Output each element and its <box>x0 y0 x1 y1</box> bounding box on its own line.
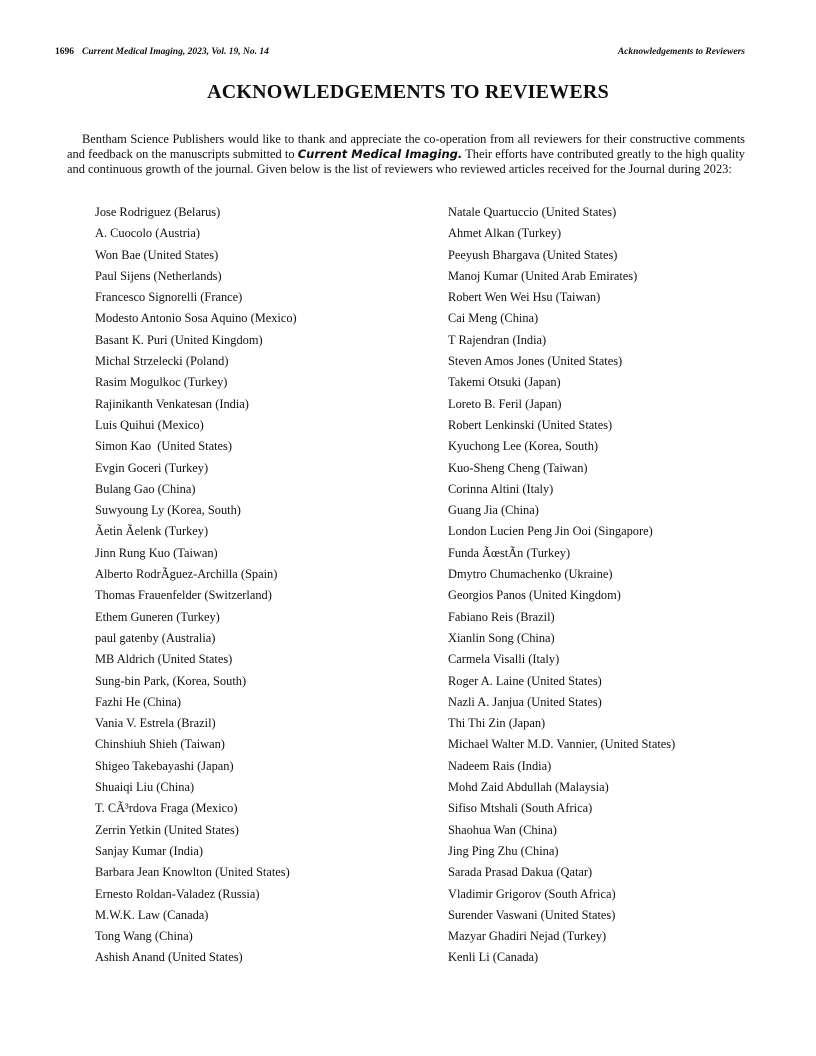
reviewer-entry: Kenli Li (Canada) <box>448 950 539 965</box>
reviewer-entry: Shaohua Wan (China) <box>448 822 557 837</box>
reviewer-entry: Funda ÃœstÃn (Turkey) <box>448 545 571 560</box>
reviewer-entry: Ãetin Ãelenk (Turkey) <box>95 524 209 539</box>
reviewer-entry: Georgios Panos (United Kingdom) <box>448 588 621 603</box>
reviewer-entry: Nazli A. Janjua (United States) <box>448 694 602 709</box>
reviewer-entry: Dmytro Chumachenko (Ukraine) <box>448 567 613 582</box>
reviewer-entry: A. Cuocolo (Austria) <box>95 226 200 241</box>
reviewer-entry: Surender Vaswani (United States) <box>448 907 616 922</box>
header-left <box>55 47 269 57</box>
running-header <box>55 47 745 57</box>
reviewer-entry: Bulang Gao (China) <box>95 481 196 496</box>
reviewer-entry: Ernesto Roldan-Valadez (Russia) <box>95 886 260 901</box>
reviewer-entry: Francesco Signorelli (France) <box>95 290 243 305</box>
reviewer-entry: paul gatenby (Australia) <box>95 630 216 645</box>
reviewer-entry: Loreto B. Feril (Japan) <box>448 396 562 411</box>
reviewer-entry: Jinn Rung Kuo (Taiwan) <box>95 545 218 560</box>
reviewer-entry: Zerrin Yetkin (United States) <box>95 822 239 837</box>
reviewer-entry: Fabiano Reis (Brazil) <box>448 609 555 624</box>
reviewer-entry: Vladimir Grigorov (South Africa) <box>448 886 616 901</box>
reviewer-entry: Simon Kao (United States) <box>95 439 232 454</box>
reviewer-list-right <box>448 204 675 971</box>
reviewer-entry: Chinshiuh Shieh (Taiwan) <box>95 737 225 752</box>
running-title: Acknowledgements to Reviewers <box>617 47 745 57</box>
reviewer-entry: Won Bae (United States) <box>95 247 219 262</box>
intro-text-1: Bentham Science Publishers would like to thank and appreciate the co-operation from all reviewers for their constructive comments and feedback on the manuscripts submitted to <box>67 132 745 162</box>
intro-text-2: Their efforts have contributed greatly to the high quality and continuous growth of the journal. Given below is the list of reviewers who reviewed articles received for the Journal during 2023: <box>67 147 745 177</box>
reviewer-entry: London Lucien Peng Jin Ooi (Singapore) <box>448 524 653 539</box>
reviewer-entry: Tong Wang (China) <box>95 929 193 944</box>
reviewer-entry: Rajinikanth Venkatesan (India) <box>95 396 249 411</box>
reviewer-entry: Sung-bin Park, (Korea, South) <box>95 673 247 688</box>
journal-citation: Current Medical Imaging, 2023, Vol. 19, No. 14 <box>82 47 269 57</box>
reviewer-entry: Ashish Anand (United States) <box>95 950 243 965</box>
reviewer-entry: Jing Ping Zhu (China) <box>448 843 559 858</box>
reviewer-entry: M.W.K. Law (Canada) <box>95 907 209 922</box>
reviewer-entry: Thi Thi Zin (Japan) <box>448 716 546 731</box>
reviewer-entry: Steven Amos Jones (United States) <box>448 354 623 369</box>
reviewer-entry: Nadeem Rais (India) <box>448 758 552 773</box>
reviewer-entry: Sarada Prasad Dakua (Qatar) <box>448 865 593 880</box>
intro-paragraph <box>67 132 745 177</box>
reviewer-entry: Guang Jia (China) <box>448 503 539 518</box>
reviewer-entry: Evgin Goceri (Turkey) <box>95 460 209 475</box>
reviewer-entry: Cai Meng (China) <box>448 311 539 326</box>
reviewer-entry: T Rajendran (India) <box>448 332 547 347</box>
reviewer-entry: T. CÃ³rdova Fraga (Mexico) <box>95 801 238 816</box>
journal-name: Current Medical Imaging. <box>297 147 463 162</box>
reviewer-entry: Xianlin Song (China) <box>448 630 555 645</box>
reviewer-entry: Mohd Zaid Abdullah (Malaysia) <box>448 780 609 795</box>
reviewer-entry: Shuaiqi Liu (China) <box>95 780 195 795</box>
reviewer-entry: Natale Quartuccio (United States) <box>448 205 617 219</box>
reviewer-entry: Alberto RodrÃguez-Archilla (Spain) <box>95 567 278 582</box>
reviewer-entry: Kyuchong Lee (Korea, South) <box>448 439 599 454</box>
reviewer-entry: Robert Lenkinski (United States) <box>448 417 613 432</box>
reviewer-entry: Basant K. Puri (United Kingdom) <box>95 332 263 347</box>
reviewer-entry: Ahmet Alkan (Turkey) <box>448 226 562 241</box>
reviewer-entry: Barbara Jean Knowlton (United States) <box>95 865 290 880</box>
reviewer-entry: Mazyar Ghadiri Nejad (Turkey) <box>448 929 607 944</box>
reviewer-entry: Kuo-Sheng Cheng (Taiwan) <box>448 460 588 475</box>
reviewer-entry: Sanjay Kumar (India) <box>95 843 204 858</box>
reviewer-list-left <box>95 204 297 971</box>
reviewer-entry: Manoj Kumar (United Arab Emirates) <box>448 268 638 283</box>
reviewer-entry: Roger A. Laine (United States) <box>448 673 602 688</box>
reviewer-entry: Shigeo Takebayashi (Japan) <box>95 758 234 773</box>
reviewer-entry: Thomas Frauenfelder (Switzerland) <box>95 588 272 603</box>
reviewer-entry: Michael Walter M.D. Vannier, (United States) <box>448 737 676 752</box>
reviewer-entry: Peeyush Bhargava (United States) <box>448 247 618 262</box>
reviewer-entry: Corinna Altini (Italy) <box>448 481 554 496</box>
reviewer-entry: Carmela Visalli (Italy) <box>448 652 560 667</box>
reviewer-entry: Takemi Otsuki (Japan) <box>448 375 561 390</box>
reviewer-entry: Paul Sijens (Netherlands) <box>95 268 222 283</box>
reviewer-entry: Luis Quihui (Mexico) <box>95 417 204 432</box>
page-title: ACKNOWLEDGEMENTS TO REVIEWERS <box>207 81 609 103</box>
reviewer-entry: MB Aldrich (United States) <box>95 652 233 667</box>
reviewer-entry: Fazhi He (China) <box>95 694 182 709</box>
page-number: 1696 <box>55 47 74 57</box>
reviewer-entry: Jose Rodriguez (Belarus) <box>95 205 221 219</box>
reviewer-entry: Michal Strzelecki (Poland) <box>95 354 229 369</box>
reviewer-entry: Modesto Antonio Sosa Aquino (Mexico) <box>95 311 297 326</box>
reviewer-entry: Robert Wen Wei Hsu (Taiwan) <box>448 290 601 305</box>
reviewer-entry: Ethem Guneren (Turkey) <box>95 609 220 624</box>
reviewer-entry: Suwyoung Ly (Korea, South) <box>95 503 241 518</box>
reviewer-entry: Sifiso Mtshali (South Africa) <box>448 801 593 816</box>
reviewer-entry: Rasim Mogulkoc (Turkey) <box>95 375 228 390</box>
reviewer-entry: Vania V. Estrela (Brazil) <box>95 716 216 731</box>
